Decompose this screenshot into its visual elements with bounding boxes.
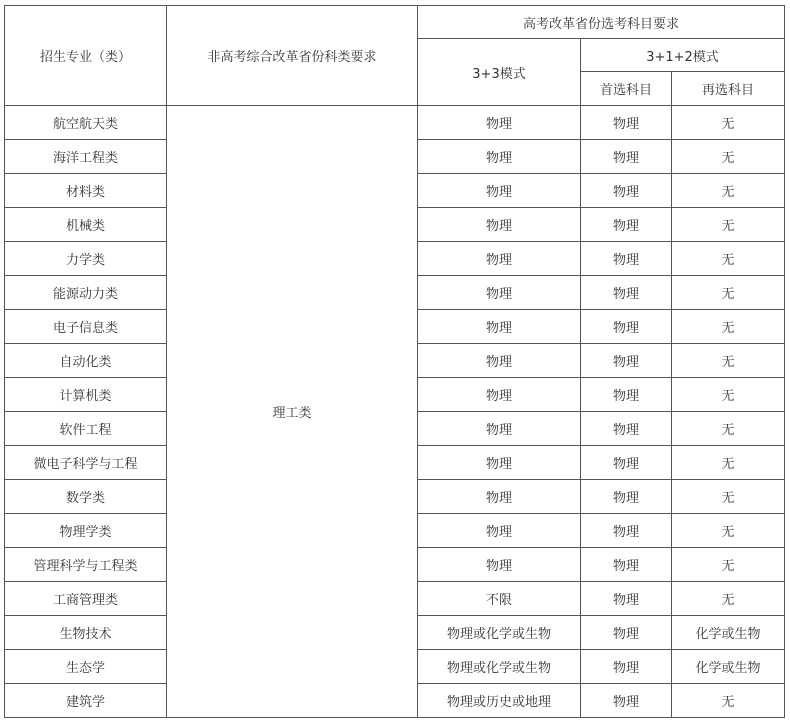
first-choice-cell: 物理 xyxy=(581,412,672,446)
major-cell: 管理科学与工程类 xyxy=(5,548,167,582)
first-choice-cell: 物理 xyxy=(581,276,672,310)
first-choice-cell: 物理 xyxy=(581,548,672,582)
second-choice-cell: 无 xyxy=(672,242,785,276)
first-choice-cell: 物理 xyxy=(581,684,672,718)
first-choice-cell: 物理 xyxy=(581,106,672,140)
second-choice-cell: 无 xyxy=(672,684,785,718)
first-choice-cell: 物理 xyxy=(581,242,672,276)
header-mode-312: 3+1+2模式 xyxy=(581,39,785,72)
second-choice-cell: 化学或生物 xyxy=(672,650,785,684)
first-choice-cell: 物理 xyxy=(581,140,672,174)
major-cell: 建筑学 xyxy=(5,684,167,718)
major-cell: 电子信息类 xyxy=(5,310,167,344)
first-choice-cell: 物理 xyxy=(581,582,672,616)
major-cell: 生态学 xyxy=(5,650,167,684)
major-cell: 机械类 xyxy=(5,208,167,242)
mode-33-cell: 物理 xyxy=(418,378,581,412)
major-cell: 微电子科学与工程 xyxy=(5,446,167,480)
header-mode-33: 3+3模式 xyxy=(418,39,581,106)
mode-33-cell: 物理 xyxy=(418,412,581,446)
table-row xyxy=(5,106,785,140)
header-non-reform: 非高考综合改革省份科类要求 xyxy=(167,6,418,106)
second-choice-cell: 无 xyxy=(672,446,785,480)
mode-33-cell: 物理 xyxy=(418,344,581,378)
major-cell: 数学类 xyxy=(5,480,167,514)
second-choice-cell: 无 xyxy=(672,480,785,514)
mode-33-cell: 物理 xyxy=(418,480,581,514)
major-cell: 自动化类 xyxy=(5,344,167,378)
header-major: 招生专业（类） xyxy=(5,6,167,106)
second-choice-cell: 化学或生物 xyxy=(672,616,785,650)
first-choice-cell: 物理 xyxy=(581,174,672,208)
mode-33-cell: 物理 xyxy=(418,514,581,548)
major-cell: 物理学类 xyxy=(5,514,167,548)
second-choice-cell: 无 xyxy=(672,412,785,446)
second-choice-cell: 无 xyxy=(672,106,785,140)
major-cell: 生物技术 xyxy=(5,616,167,650)
second-choice-cell: 无 xyxy=(672,174,785,208)
major-cell: 计算机类 xyxy=(5,378,167,412)
second-choice-cell: 无 xyxy=(672,276,785,310)
first-choice-cell: 物理 xyxy=(581,378,672,412)
first-choice-cell: 物理 xyxy=(581,514,672,548)
first-choice-cell: 物理 xyxy=(581,208,672,242)
second-choice-cell: 无 xyxy=(672,140,785,174)
major-cell: 能源动力类 xyxy=(5,276,167,310)
major-cell: 软件工程 xyxy=(5,412,167,446)
first-choice-cell: 物理 xyxy=(581,310,672,344)
major-cell: 航空航天类 xyxy=(5,106,167,140)
mode-33-cell: 物理 xyxy=(418,548,581,582)
major-cell: 材料类 xyxy=(5,174,167,208)
mode-33-cell: 不限 xyxy=(418,582,581,616)
mode-33-cell: 物理 xyxy=(418,208,581,242)
header-second-choice: 再选科目 xyxy=(672,72,785,106)
second-choice-cell: 无 xyxy=(672,344,785,378)
major-cell: 海洋工程类 xyxy=(5,140,167,174)
major-cell: 工商管理类 xyxy=(5,582,167,616)
header-first-choice: 首选科目 xyxy=(581,72,672,106)
second-choice-cell: 无 xyxy=(672,208,785,242)
first-choice-cell: 物理 xyxy=(581,344,672,378)
mode-33-cell: 物理 xyxy=(418,310,581,344)
mode-33-cell: 物理 xyxy=(418,174,581,208)
mode-33-cell: 物理 xyxy=(418,242,581,276)
second-choice-cell: 无 xyxy=(672,378,785,412)
subject-requirements-table xyxy=(4,5,785,718)
mode-33-cell: 物理 xyxy=(418,276,581,310)
first-choice-cell: 物理 xyxy=(581,480,672,514)
mode-33-cell: 物理或历史或地理 xyxy=(418,684,581,718)
mode-33-cell: 物理或化学或生物 xyxy=(418,616,581,650)
first-choice-cell: 物理 xyxy=(581,650,672,684)
major-cell: 力学类 xyxy=(5,242,167,276)
second-choice-cell: 无 xyxy=(672,514,785,548)
non-reform-category-cell: 理工类 xyxy=(167,106,418,718)
header-reform-group: 高考改革省份选考科目要求 xyxy=(418,6,785,39)
second-choice-cell: 无 xyxy=(672,582,785,616)
mode-33-cell: 物理 xyxy=(418,140,581,174)
first-choice-cell: 物理 xyxy=(581,446,672,480)
mode-33-cell: 物理 xyxy=(418,106,581,140)
mode-33-cell: 物理 xyxy=(418,446,581,480)
second-choice-cell: 无 xyxy=(672,548,785,582)
mode-33-cell: 物理或化学或生物 xyxy=(418,650,581,684)
first-choice-cell: 物理 xyxy=(581,616,672,650)
second-choice-cell: 无 xyxy=(672,310,785,344)
